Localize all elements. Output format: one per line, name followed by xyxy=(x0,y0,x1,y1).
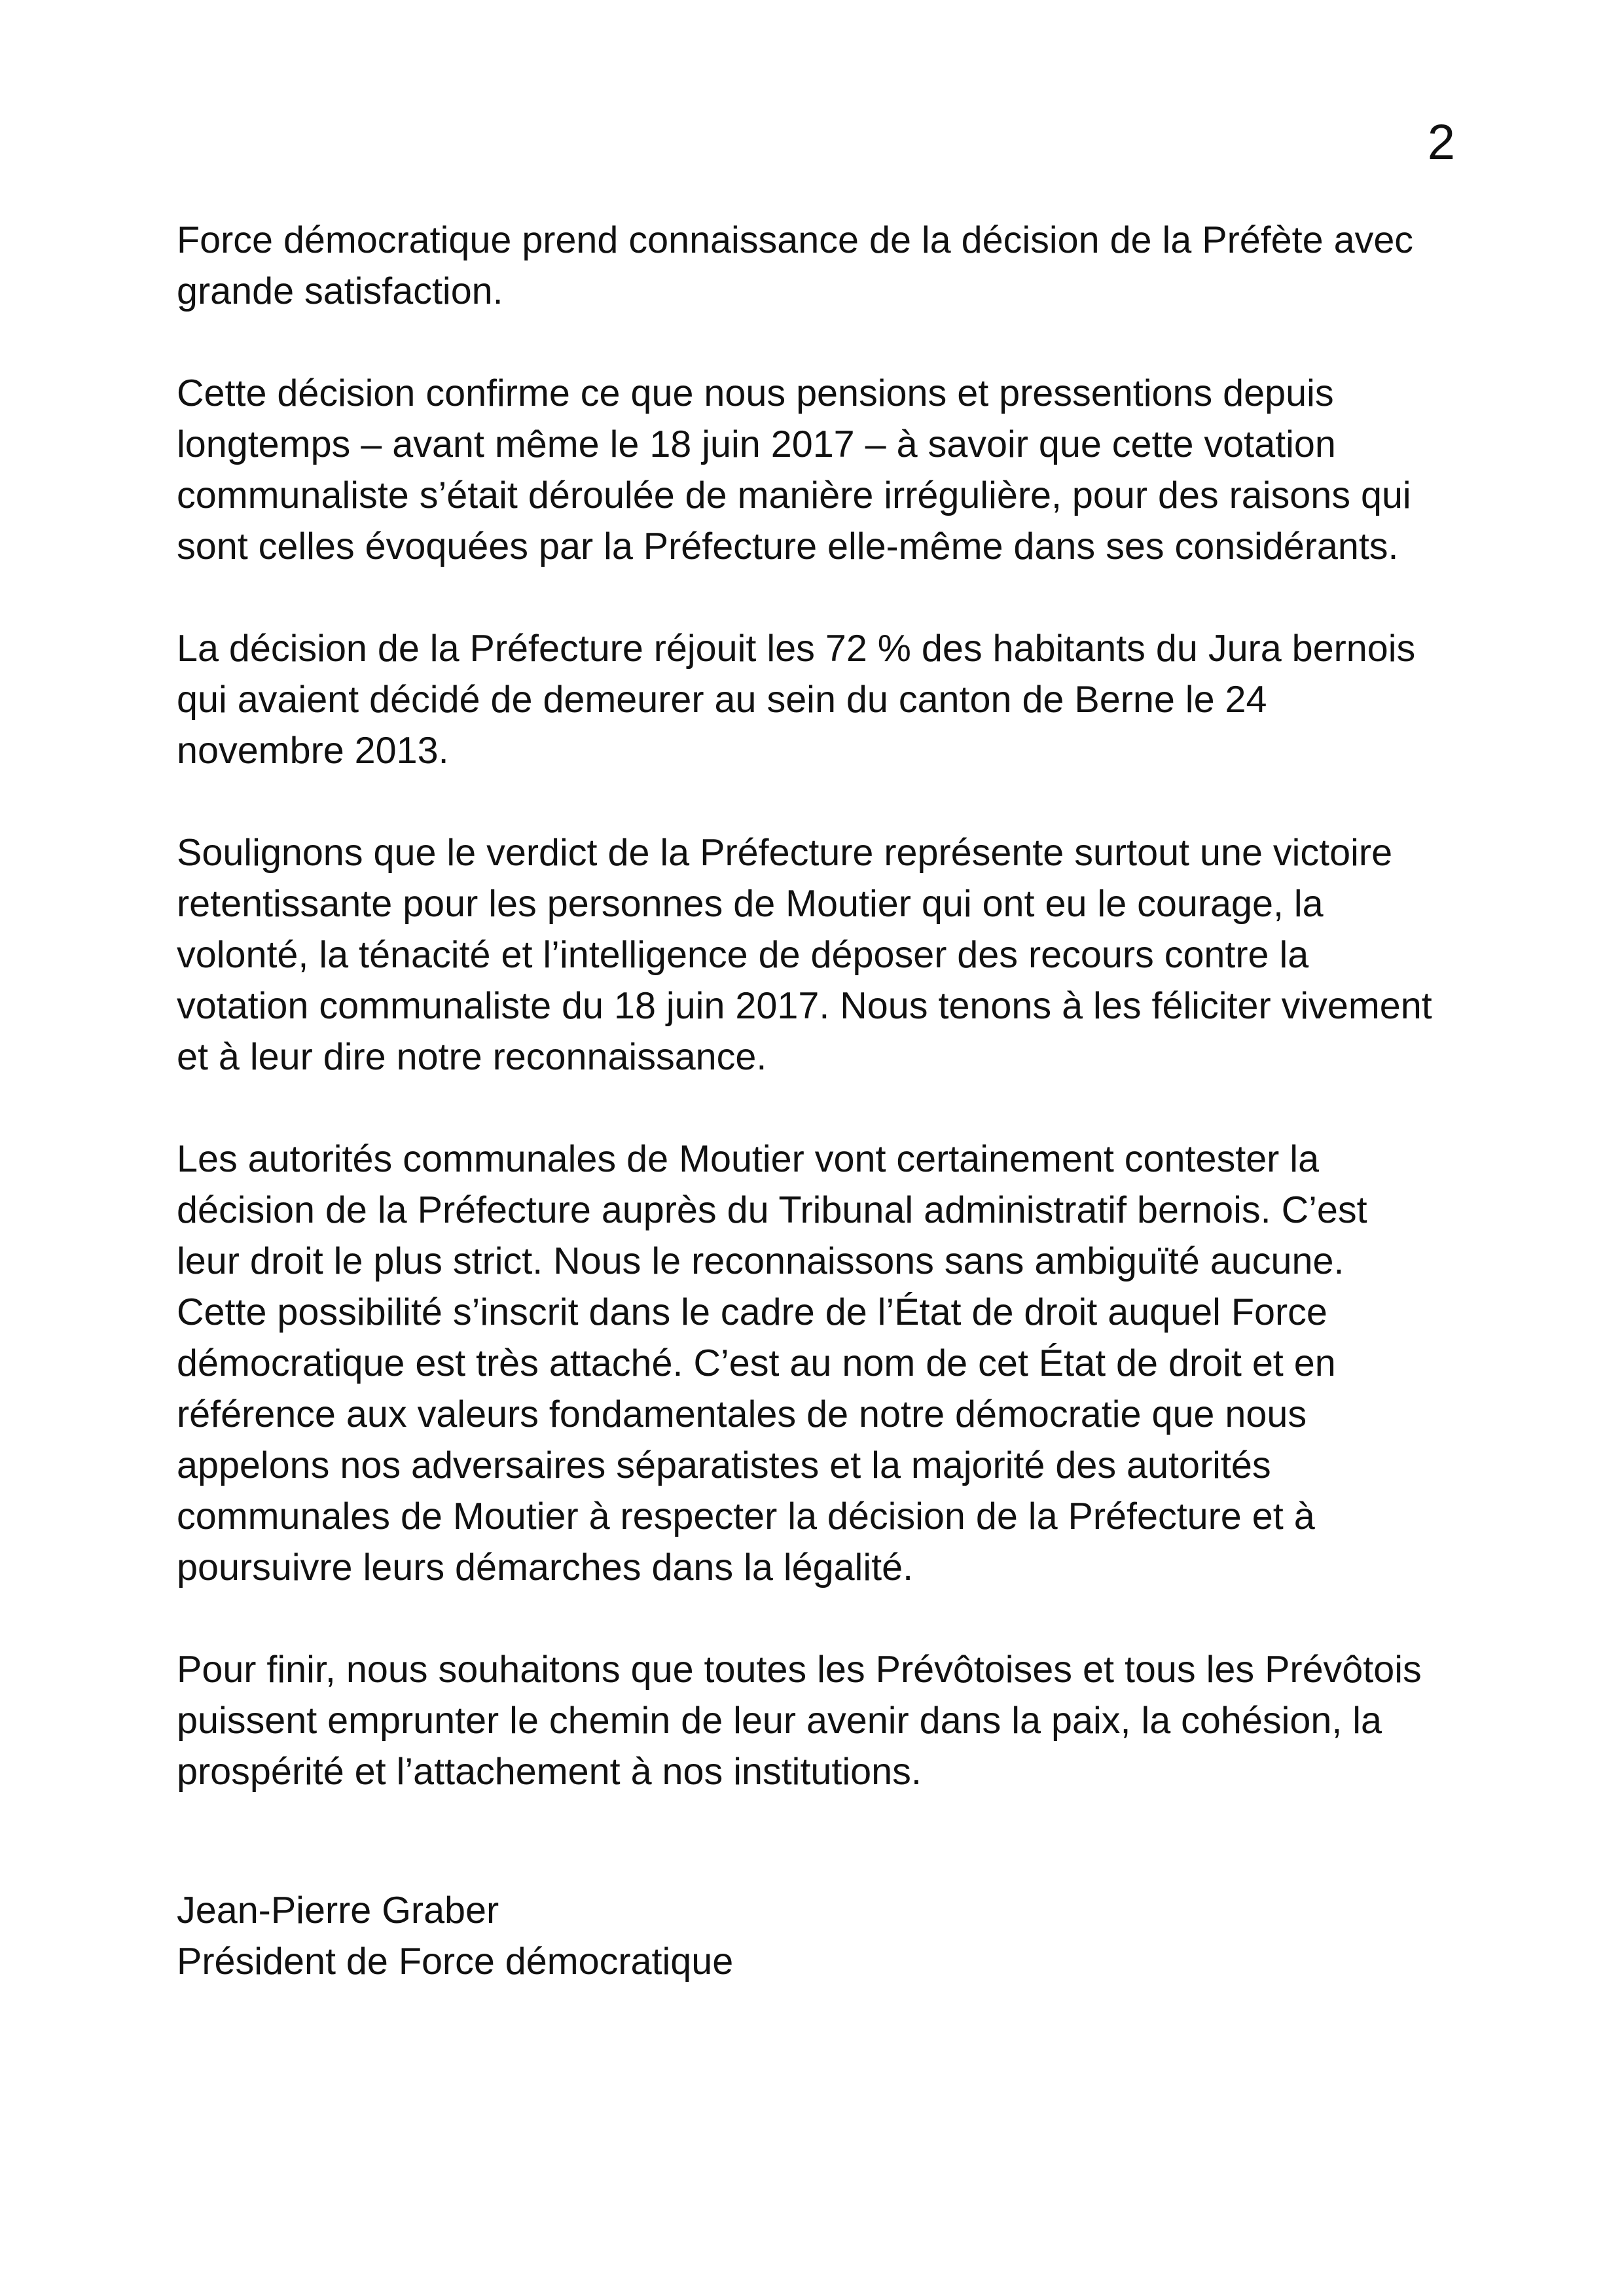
text-line: Pour finir, nous souhaitons que toutes les Prévôtoises et tous les Prévôtois xyxy=(177,1649,1422,1691)
text-line: La décision de la Préfecture réjouit les 72 % des habitants du Jura bernois xyxy=(177,628,1416,670)
paragraph-3 xyxy=(177,623,1479,776)
signatory-title: Président de Force démocratique xyxy=(177,1941,734,1982)
text-line: votation communaliste du 18 juin 2017. Nous tenons à les féliciter vivement xyxy=(177,985,1432,1027)
text-line: Force démocratique prend connaissance de la décision de la Préfète avec xyxy=(177,219,1414,261)
text-line: démocratique est très attaché. C’est au nom de cet État de droit et en xyxy=(177,1342,1336,1384)
paragraph-4 xyxy=(177,827,1479,1083)
text-line: Cette possibilité s’inscrit dans le cadre de l’État de droit auquel Force xyxy=(177,1291,1327,1333)
text-line: longtemps – avant même le 18 juin 2017 – à savoir que cette votation xyxy=(177,423,1336,465)
paragraph-6 xyxy=(177,1644,1479,1797)
text-line: volonté, la ténacité et l’intelligence de déposer des recours contre la xyxy=(177,934,1309,976)
paragraph-2 xyxy=(177,368,1479,572)
text-line: poursuivre leurs démarches dans la légalité. xyxy=(177,1547,914,1588)
text-line: communaliste s’était déroulée de manière irrégulière, pour des raisons qui xyxy=(177,475,1411,516)
signatory-name: Jean-Pierre Graber xyxy=(177,1890,499,1931)
text-line: leur droit le plus strict. Nous le reconnaissons sans ambiguïté aucune. xyxy=(177,1240,1344,1282)
text-line: qui avaient décidé de demeurer au sein du canton de Berne le 24 xyxy=(177,679,1267,721)
text-line: puissent emprunter le chemin de leur avenir dans la paix, la cohésion, la xyxy=(177,1700,1382,1742)
text-line: communales de Moutier à respecter la décision de la Préfecture et à xyxy=(177,1496,1315,1537)
text-line: et à leur dire notre reconnaissance. xyxy=(177,1036,767,1078)
text-line: décision de la Préfecture auprès du Tribunal administratif bernois. C’est xyxy=(177,1189,1367,1231)
text-line: appelons nos adversaires séparatistes et la majorité des autorités xyxy=(177,1444,1271,1486)
signature-block xyxy=(177,1885,1479,1987)
text-line: référence aux valeurs fondamentales de notre démocratie que nous xyxy=(177,1393,1307,1435)
text-line: Soulignons que le verdict de la Préfecture représente surtout une victoire xyxy=(177,832,1393,874)
paragraph-5 xyxy=(177,1134,1479,1593)
text-line: sont celles évoquées par la Préfecture elle-même dans ses considérants. xyxy=(177,526,1399,567)
paragraph-1 xyxy=(177,215,1479,317)
page-number: 2 xyxy=(1427,115,1455,170)
text-line: Cette décision confirme ce que nous pensions et pressentions depuis xyxy=(177,372,1334,414)
text-line: novembre 2013. xyxy=(177,730,449,772)
letter-body xyxy=(177,215,1479,1987)
text-line: retentissante pour les personnes de Moutier qui ont eu le courage, la xyxy=(177,883,1324,925)
text-line: grande satisfaction. xyxy=(177,270,503,312)
text-line: Les autorités communales de Moutier vont certainement contester la xyxy=(177,1138,1320,1180)
text-line: prospérité et l’attachement à nos institutions. xyxy=(177,1751,922,1793)
